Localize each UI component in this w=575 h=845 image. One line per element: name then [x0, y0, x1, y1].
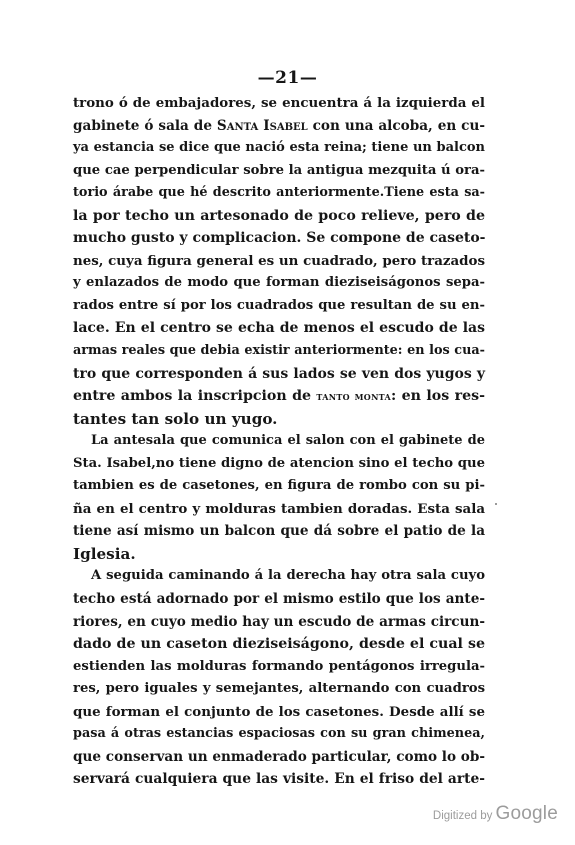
text-run: techo está adornado por el mismo estilo que los ante- [73, 591, 485, 608]
text-line [73, 317, 485, 340]
text-line [73, 408, 485, 431]
text-run: tantes tan solo un yugo. [73, 409, 278, 428]
text-line [73, 498, 485, 521]
print-speck [495, 503, 497, 505]
text-line [73, 656, 485, 679]
text-run: riores, en cuyo medio hay un escudo de armas circun- [73, 613, 485, 630]
text-line [73, 205, 485, 228]
text-line [73, 543, 485, 566]
digitization-watermark [433, 803, 558, 825]
small-caps-run: Santa Isabel [216, 117, 308, 134]
text-run: la por techo un artesonado de poco relieve, pero de [73, 207, 485, 224]
text-line [73, 295, 485, 318]
text-run: armas reales que debia existir anteriormente: en los cua- [73, 343, 485, 359]
text-run: servará cualquiera que las visite. En el friso del arte- [73, 771, 485, 788]
text-line [73, 340, 485, 363]
text-run: torio árabe que hé descrito anteriormente.Tiene esta sa- [73, 185, 485, 201]
text-line [73, 182, 485, 205]
watermark-prefix: Digitized by [432, 810, 496, 822]
text-run: gabinete ó sala de [73, 117, 217, 134]
text-run: que cae perpendicular sobre la antigua mezquita ú ora- [73, 162, 485, 178]
text-line [73, 520, 485, 543]
text-line [73, 633, 485, 656]
text-line [73, 430, 485, 453]
text-line [73, 92, 485, 115]
text-run: ña en el centro y molduras tambien doradas. Esta sala [73, 500, 485, 517]
text-run: dado de un caseton dieziseiságono, desde el cual se [73, 636, 485, 653]
text-run: tiene así mismo un balcon que dá sobre el patio de la [73, 523, 485, 540]
text-run: que forman el conjunto de los casetones. Desde allí se [73, 703, 485, 720]
text-line [73, 160, 485, 183]
text-run: con una alcoba, en cu- [307, 117, 485, 134]
text-run: ya estancia se dice que nació esta reina; tiene un balcon [73, 140, 485, 156]
text-run: trono ó de embajadores, se encuentra á la izquierda el [73, 95, 485, 111]
text-line [73, 385, 485, 408]
body-text [73, 92, 485, 791]
text-run: lace. En el centro se echa de menos el escudo de las [73, 320, 485, 337]
text-line [73, 746, 485, 769]
text-line [73, 701, 485, 724]
text-line [73, 565, 485, 588]
text-run: La antesala que comunica el salon con el gabinete de [91, 433, 485, 449]
small-caps-run: tanto monta [316, 389, 392, 404]
page-number: —21— [257, 68, 318, 88]
text-line [73, 588, 485, 611]
text-line [73, 768, 485, 791]
text-line [73, 227, 485, 250]
text-run: que conservan un enmaderado particular, como lo ob- [73, 748, 485, 765]
watermark-brand: Google [495, 803, 558, 824]
text-run: : en los res- [391, 388, 486, 405]
text-run: estienden las molduras formando pentágonos irregula- [73, 658, 485, 674]
text-line [73, 363, 485, 386]
text-line [73, 678, 485, 701]
text-line [73, 115, 485, 138]
text-run: entre ambos la inscripcion de [73, 388, 317, 405]
text-line [73, 475, 485, 498]
text-line [73, 272, 485, 295]
text-run: tro que corresponden á sus lados se ven dos yugos y [73, 365, 485, 382]
text-run: Sta. Isabel,no tiene digno de atencion sino el techo que [73, 455, 485, 471]
text-line [73, 137, 485, 160]
text-run: y enlazados de modo que forman dieziseiságonos sepa- [73, 275, 485, 291]
text-run: res, pero iguales y semejantes, alternando con cuadros [73, 681, 485, 697]
text-run: A seguida caminando á la derecha hay otra sala cuyo [91, 568, 485, 584]
text-line [73, 250, 485, 273]
text-run: mucho gusto y complicacion. Se compone de caseto- [73, 230, 486, 247]
text-run: tambien es de casetones, en figura de rombo con su pi- [73, 478, 485, 494]
text-run: Iglesia. [73, 544, 136, 563]
text-run: rados entre sí por los cuadrados que resultan de su en- [73, 297, 485, 313]
text-line [73, 611, 485, 634]
text-run: nes, cuya figura general es un cuadrado, pero trazados [73, 252, 485, 269]
text-run: pasa á otras estancias espaciosas con su gran chimenea, [73, 726, 485, 742]
text-line [73, 453, 485, 476]
text-line [73, 723, 485, 746]
